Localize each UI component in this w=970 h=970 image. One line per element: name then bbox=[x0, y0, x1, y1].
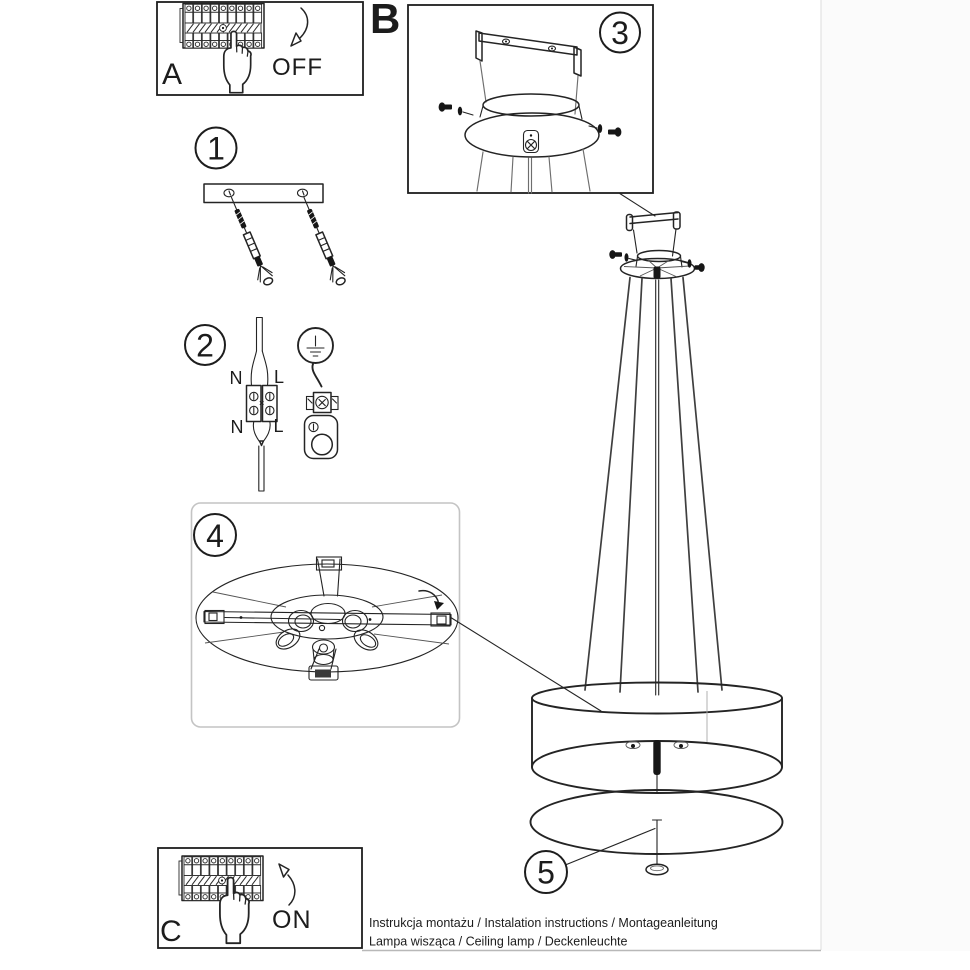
step-1-wall-anchors bbox=[196, 128, 349, 288]
canopy-detail-box-3 bbox=[408, 5, 655, 216]
flip-down-arrow-icon bbox=[291, 8, 308, 46]
breaker-on-box-c bbox=[158, 848, 362, 948]
earth-wire bbox=[312, 364, 321, 387]
step-2-wiring bbox=[185, 318, 338, 492]
section-b-label: B bbox=[370, 0, 401, 42]
section-a-label: A bbox=[162, 58, 183, 91]
ground-terminal-illustration bbox=[305, 393, 339, 459]
finial-screw bbox=[646, 820, 668, 875]
power-on-label: ON bbox=[272, 906, 312, 934]
footer bbox=[369, 916, 718, 949]
wire-label-l-top: L bbox=[273, 367, 285, 387]
mounting-bar-holes bbox=[224, 189, 308, 197]
footer-line-2: Lampa wisząca / Ceiling lamp / Deckenleuchte bbox=[369, 934, 628, 949]
rotate-arrow-icon bbox=[419, 591, 444, 610]
circuit-breaker-panel-icon bbox=[179, 856, 263, 901]
step-4-leader-line bbox=[450, 617, 601, 711]
step-3-number: 3 bbox=[611, 15, 629, 51]
pendant-lamp-illustration bbox=[531, 212, 783, 875]
step-2-number: 2 bbox=[196, 327, 214, 364]
drum-shade bbox=[532, 683, 782, 794]
step-4-number: 4 bbox=[206, 518, 224, 554]
section-c-label: C bbox=[160, 915, 182, 948]
canopy-illustration bbox=[465, 94, 599, 157]
footer-line-1: Instrukcja montażu / Instalation instructions / Montageanleitung bbox=[369, 916, 718, 930]
power-off-label: OFF bbox=[272, 54, 323, 81]
flip-up-arrow-icon bbox=[279, 864, 295, 905]
ceiling-bracket bbox=[627, 212, 681, 256]
circuit-breaker-panel-icon bbox=[180, 4, 264, 49]
center-rod bbox=[653, 740, 660, 775]
canopy-bolt-left bbox=[609, 250, 637, 262]
wire-label-n-top: N bbox=[229, 368, 243, 388]
wire-label-n-bottom: N bbox=[230, 417, 244, 437]
earth-symbol-icon bbox=[298, 328, 333, 363]
canopy-screw-left bbox=[439, 102, 473, 115]
anchor-screw-left bbox=[224, 194, 276, 287]
anchor-screw-right bbox=[297, 194, 349, 287]
socket-hub-illustration bbox=[271, 595, 383, 665]
step-3-leader-line bbox=[619, 193, 655, 216]
supply-cable-top bbox=[251, 318, 268, 386]
breaker-off-box-a bbox=[157, 2, 363, 95]
lamp-canopy bbox=[621, 251, 695, 279]
suspension-wires-detail bbox=[477, 149, 590, 193]
step-1-number: 1 bbox=[207, 130, 225, 167]
wire-label-l-bottom: L bbox=[273, 416, 284, 436]
terminal-block bbox=[247, 386, 278, 422]
lamp-cable-bottom bbox=[253, 422, 270, 492]
suspension-wires bbox=[585, 278, 722, 696]
page-right-margin bbox=[822, 0, 970, 951]
step-5-number: 5 bbox=[537, 854, 555, 891]
step-5-callout bbox=[525, 829, 655, 894]
mounting-bracket-illustration bbox=[476, 31, 581, 114]
